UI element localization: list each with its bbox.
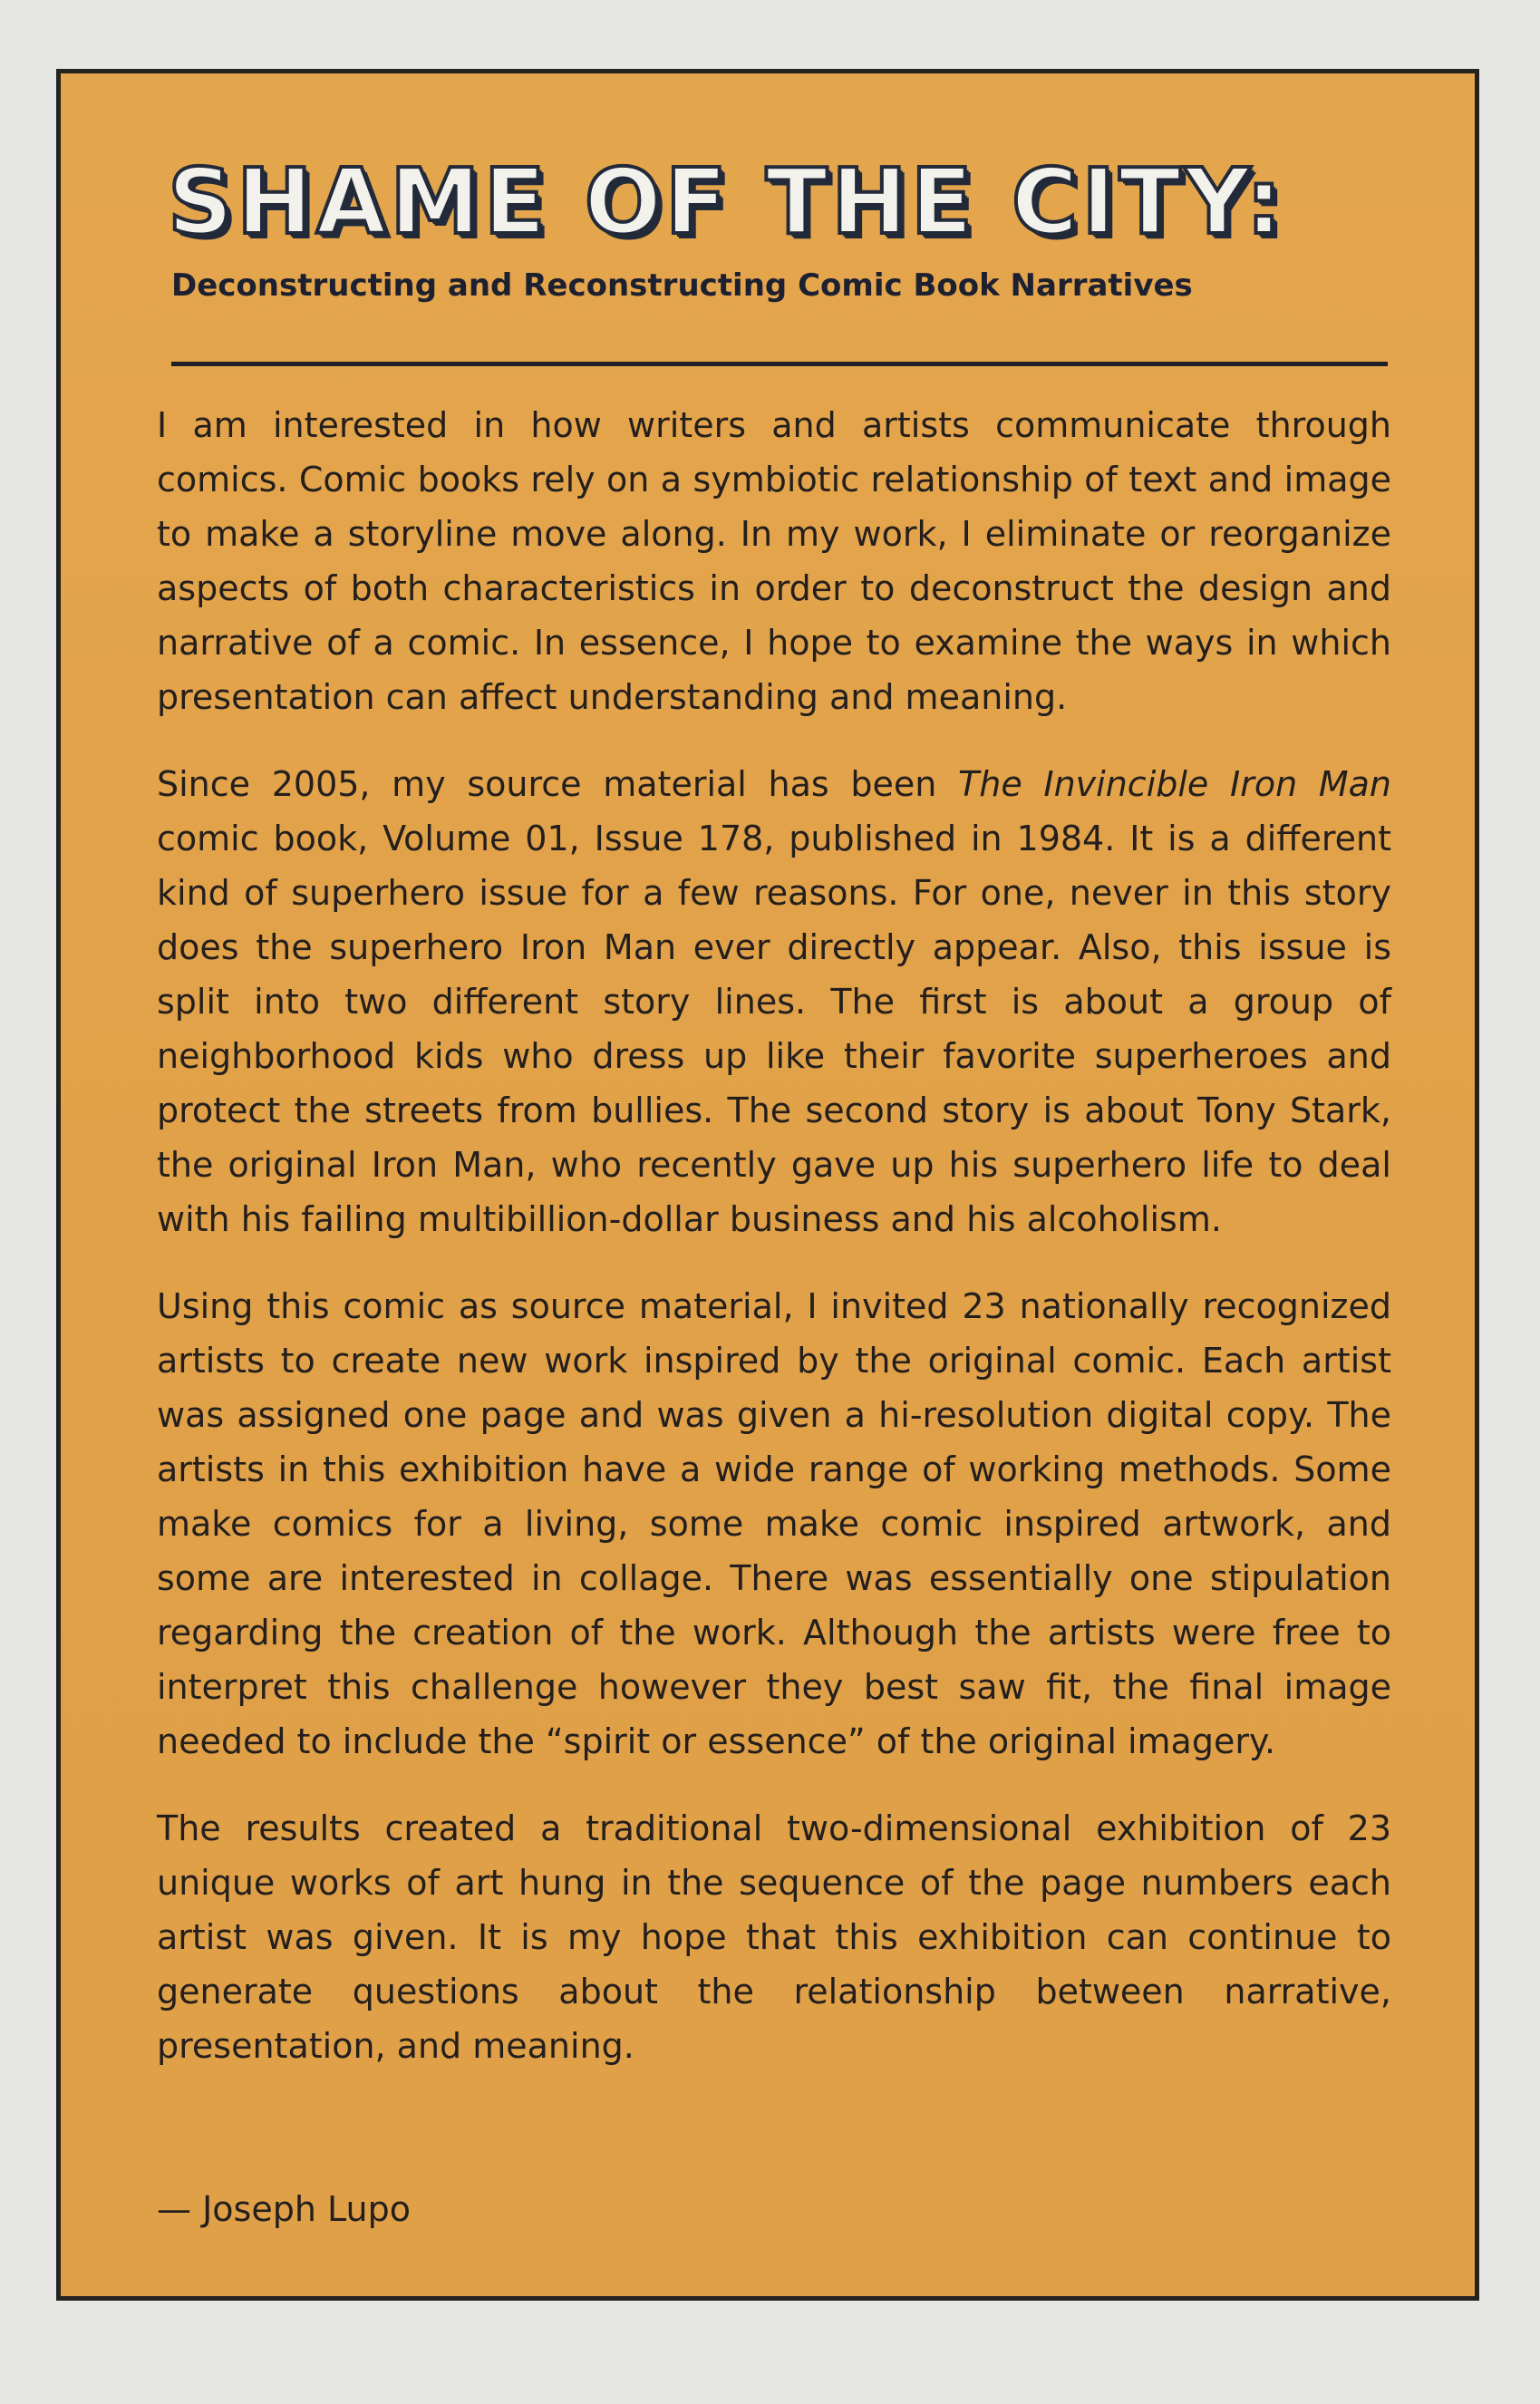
poster-title: SHAME OF THE CITY: — [168, 149, 1286, 255]
exhibition-statement-poster — [56, 69, 1479, 2301]
statement-paragraph-1: I am interested in how writers and artists communicate through comics. Comic books rely on a symbiotic relationship of text and image to make a storyline move along. In my work, I eliminate or reorganize aspects of both characteristics in order to deconstruct the design and narrative of a comic. In essence, I hope to examine the ways in which presentation can affect understanding and meaning. — [157, 405, 1391, 717]
statement-paragraph-2 — [157, 757, 1391, 1246]
statement-body — [157, 398, 1391, 2106]
paragraph-2-text-after: comic book, Volume 01, Issue 178, published in 1984. It is a different kind of superhero issue for a few reasons. For one, never in this story does the superhero Iron Man ever directly appear. Also, this issue is split into two different story lines. The first is about a group of neighborhood kids who dress up like their favorite superheroes and protect the streets from bullies. The second story is about Tony Stark, the original Iron Man, who recently gave up his superhero life to deal with his failing multibillion-dollar business and his alcoholism. — [157, 819, 1391, 1239]
poster-subtitle: Deconstructing and Reconstructing Comic Book Narratives — [171, 267, 1193, 304]
comic-title-italic: The Invincible Iron Man — [958, 764, 1391, 804]
title-divider — [171, 362, 1388, 366]
statement-paragraph-3: Using this comic as source material, I invited 23 nationally recognized artists to create new work inspired by the original comic. Each artist was assigned one page and was given a hi-resolution digital copy. The artists in this exhibition have a wide range of working methods. Some make comics for a living, some make comic inspired artwork, and some are interested in collage. There was essentially one stipulation regarding the creation of the work. Although the artists were free to interpret this challenge however they best saw fit, the final image needed to include the “spirit or essence” of the original imagery. — [157, 1286, 1391, 1761]
paragraph-2-text-before: Since 2005, my source material has been — [157, 764, 959, 804]
author-signature: — Joseph Lupo — [157, 2189, 411, 2229]
statement-paragraph-4: The results created a traditional two-dimensional exhibition of 23 unique works of art hung in the sequence of the page numbers each artist was given. It is my hope that this exhibition can continue to generate questions about the relationship between narrative, presentation, and meaning. — [157, 1808, 1391, 2066]
